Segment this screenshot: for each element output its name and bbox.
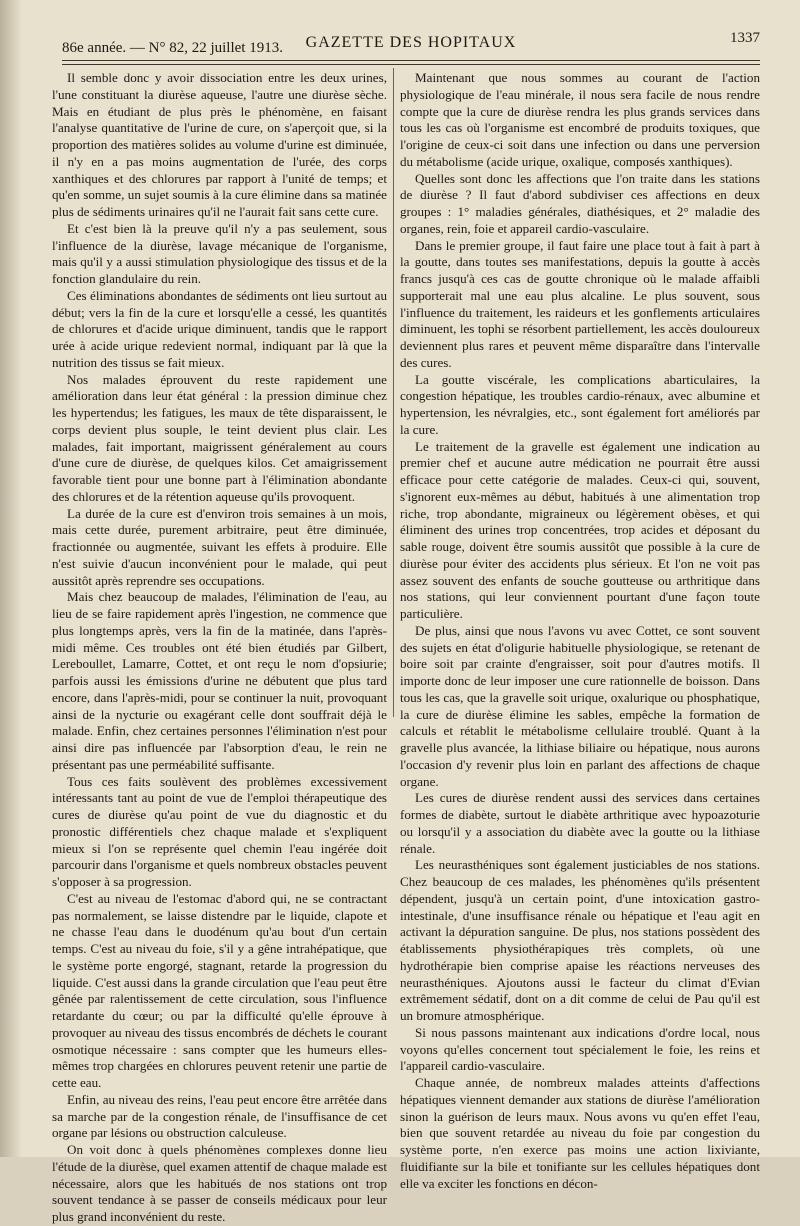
paragraph: Ces éliminations abondantes de sédiments ont lieu surtout au début; vers la fin de la cure et lorsqu'elle a cessé, les quantités de chlorures et d'acide urique diminuent, tandis que le rapport urée à acide urique redevient normal, indiquant par là que la nutrition des tissus se fait mieux.: [52, 287, 387, 370]
paragraph: Maintenant que nous sommes au courant de l'action physiologique de l'eau minérale, il nous sera facile de nous rendre compte que la cure de diurèse rendra les plus grands services dans tous les cas où l'organisme est encombré de produits toxiques, que l'origine de ceux-ci soit dans une infection ou dans une perversion du métabolisme (acide urique, oxalique, composés xanthiques).: [400, 70, 760, 169]
paragraph: Dans le premier groupe, il faut faire une place tout à fait à part à la goutte, dans toutes ses manifestations, depuis la goutte à accès francs jusqu'à ces cas de goutte chronique où le malade affaibli supporterait mal une eau plus alcaline. Le plus souvent, sous l'influence du traitement, les raideurs et les gonflements articulaires diminuent, les tophi se résorbent partiellement, les accès douloureux deviennent plus rares et peuvent même disparaître dans l'intervalle des cures.: [400, 237, 760, 370]
paragraph: Le traitement de la gravelle est également une indication au premier chef et aucune autre médication ne pourrait être aussi efficace pour cette catégorie de malades. Ceux-ci qui, souvent, s'ignorent eux-mêmes au début, habitués à une alimentation trop riche, trop abondante, migraineux ou légèrement obèses, et qui éliminent des urines trop concentrées, trop acides et déposant du sable rouge, doivent être soumis aussitôt que possible à la cure de diurèse pour éviter des accidents plus sérieux. Et l'on ne voit pas assez souvent des enfants de souche goutteuse ou arthritique dans nos stations, qui leur conviennent pourtant d'une façon toute particulière.: [400, 438, 760, 621]
right-column: [400, 70, 760, 1192]
paragraph: Enfin, au niveau des reins, l'eau peut encore être arrêtée dans sa marche par de la congestion rénale, de l'insuffisance de cet organe par lésions ou obstruction calculeuse.: [52, 1091, 387, 1141]
paragraph: Nos malades éprouvent du reste rapidement une amélioration dans leur état général : la pression diminue chez les hypertendus; les fatigues, les maux de tête disparaissent, le corps devient plus souple, le teint devient plus clair. Les malades, fait important, maigrissent généralement au cours d'une cure de diurèse, de quelques kilos. Cet amaigrissement favorable tient pour une bonne part à l'élimination abondante des chlorures et de la rétention aqueuse qu'ils provoquent.: [52, 371, 387, 504]
paragraph: Quelles sont donc les affections que l'on traite dans les stations de diurèse ? Il faut d'abord subdiviser ces affections en deux groupes : 1° maladies générales, diathésiques, et 2° maladie des organes, rein, foie et appareil cardio-vasculaire.: [400, 170, 760, 236]
header-rule: [62, 60, 760, 61]
paragraph: La durée de la cure est d'environ trois semaines à un mois, mais cette durée, purement arbitraire, peut être diminuée, fractionnée ou augmentée, suivant les effets à produire. Elle n'est suivie d'aucun inconvénient pour le malade, qui peut aussitôt après reprendre ses occupations.: [52, 505, 387, 588]
paragraph: Chaque année, de nombreux malades atteints d'affections hépatiques viennent demander aux stations de diurèse l'amélioration sinon la guérison de leurs maux. Nous avons vu qu'en effet l'eau, bien que souvent retardée au niveau du foie par congestion du système porte, n'en exerce pas moins une action lixiviante, fluidifiante sur la bile et tonifiante sur les cellules hépatiques dont elle va exciter les fonctions en décon-: [400, 1075, 760, 1191]
issue-info: 86e année. — N° 82, 22 juillet 1913.: [62, 40, 283, 56]
paragraph: Et c'est bien là la preuve qu'il n'y a pas seulement, sous l'influence de la diurèse, lavage mécanique de l'organisme, mais qu'il y a aussi stimulation physiologique des tissus et de la fonction glandulaire du rein.: [52, 220, 387, 286]
paragraph: Mais chez beaucoup de malades, l'élimination de l'eau, au lieu de se faire rapidement après l'ingestion, ne commence que plus longtemps après, vers la fin de la matinée, dans l'après-midi même. Ces troubles ont été bien étudiés par Gilbert, Lereboullet, Lamarre, Cottet, et ont reçu le nom d'opsiurie; parfois aussi les émissions d'urine ne débutent que plus tard encore, dans l'après-midi, pour se continuer la nuit, provoquant ainsi de la nycturie ou exagérant celle dont souffrait déjà le malade. Enfin, chez certaines personnes l'élimination n'est pour ainsi dire pas influencée par l'absorption d'eau, le rein ne présentant pas une perméabilité suffisante.: [52, 589, 387, 772]
paragraph: Tous ces faits soulèvent des problèmes excessivement intéressants tant au point de vue de l'emploi thérapeutique des cures de diurèse qu'au point de vue du diagnostic et du pronostic différentiels chez chaque malade et s'expliquent mieux si l'on se représente quel chemin l'eau ingérée doit parcourir dans l'organisme et quels nombreux obstacles peuvent s'opposer à sa progression.: [52, 773, 387, 889]
header-rule-double: [62, 64, 760, 65]
left-column: [52, 70, 387, 1226]
column-divider: [393, 68, 394, 717]
paragraph: Les neurasthéniques sont également justiciables de nos stations. Chez beaucoup de ces malades, les phénomènes qu'ils présentent dépendent, jusqu'à un certain point, d'une intoxication gastro-intestinale, d'une insuffisance rénale ou hépatique et l'eau agit en activant la dépuration sanguine. De plus, nos stations possèdent des établissements physiothérapiques très complets, où une hydrothérapie bien comprise apaise les réactions nerveuses des neurasthéniques. Ajoutons aussi le facteur du climat d'Evian extrêmement sédatif, dont on a dit comme de celui de Pau qu'il est un bromure atmosphérique.: [400, 857, 760, 1023]
paragraph: On voit donc à quels phénomènes complexes donne lieu l'étude de la diurèse, quel examen attentif de chaque malade est nécessaire, alors que les habitués de nos stations ont trop souvent tendance à se passer de conseils médicaux pour leur plus grand inconvénient du reste.: [52, 1142, 387, 1224]
paragraph: Les cures de diurèse rendent aussi des services dans certaines formes de diabète, surtout le diabète arthritique avec hypoazoturie ou lorsqu'il y a association du diabète avec la goutte ou la lithiase rénale.: [400, 790, 760, 856]
paragraph: Il semble donc y avoir dissociation entre les deux urines, l'une constituant la diurèse aqueuse, l'autre une diurèse sèche. Mais en étudiant de plus près le phénomène, en faisant l'analyse quantitative de l'urine de cure, on s'aperçoit que, si la proportion des matières solides au volume d'urine est diminuée, il n'y en a pas moins augmentation de l'urée, des corps xanthiques et des chlorures par rapport à l'unité de temps; et qu'en somme, un sujet soumis à la cure élimine dans sa matinée plus de sédiments urinaires qu'il ne l'aurait fait sans cette cure.: [52, 70, 387, 219]
journal-title: GAZETTE DES HOPITAUX: [305, 34, 517, 51]
page-number: 1337: [730, 30, 760, 46]
page-header: [62, 30, 760, 60]
paragraph: La goutte viscérale, les complications abarticulaires, la congestion hépatique, les troubles cardio-rénaux, avec albumine et hypertension, les névralgies, etc., sont également fort améliorés par la cure.: [400, 371, 760, 437]
paragraph: C'est au niveau de l'estomac d'abord qui, ne se contractant pas normalement, se laisse distendre par le liquide, clapote et ne chasse l'eau dans le duodénum qu'au bout d'un certain temps. C'est au niveau du foie, s'il y a gêne intrahépatique, que le système porte engorgé, stagnant, retarde la progression du liquide. C'est aussi dans la grande circulation que l'eau peut être gênée par ralentissement de cette circulation, sous l'influence retardante du cœur; ou par la difficulté qu'elle éprouve à provoquer au niveau des tissus encombrés de déchets le courant osmotique nécessaire : sans compter que les humeurs elles-mêmes trop chargées en chlorures peuvent retenir une partie de cette eau.: [52, 890, 387, 1090]
paragraph: De plus, ainsi que nous l'avons vu avec Cottet, ce sont souvent des sujets en état d'oligurie habituelle physiologique, se retenant de boire soit par crainte d'engraisser, soit pour d'autres motifs. Il importe donc de leur imposer une cure rationnelle de boisson. Dans tous les cas, que la gravelle soit urique, oxalurique ou phosphatique, la cure de diurèse élimine les sables, empêche la formation de calculs et rétablit le métabolisme cellulaire troublé. Quant à la gravelle plus avancée, la lithiase biliaire ou hépatique, nous aurons l'occasion d'y revenir plus loin en parlant des affections de chaque organe.: [400, 622, 760, 789]
paragraph: Si nous passons maintenant aux indications d'ordre local, nous voyons qu'elles concernent tout spécialement le foie, les reins et l'appareil cardio-vasculaire.: [400, 1024, 760, 1074]
